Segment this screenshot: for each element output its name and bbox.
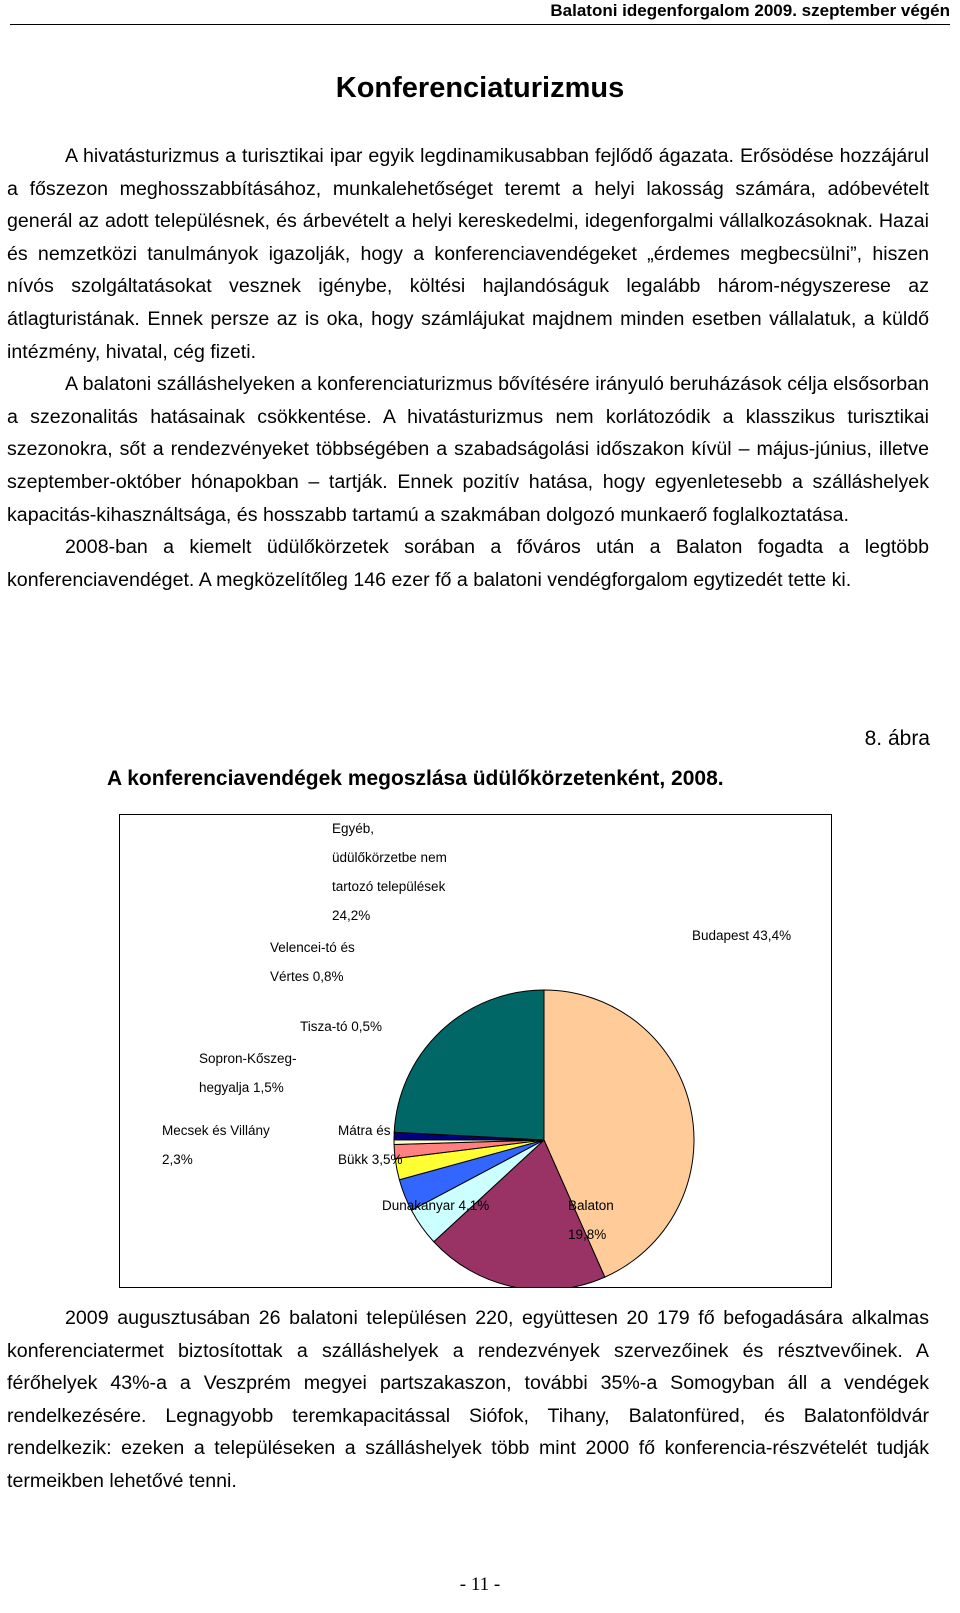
slice-label: Egyéb, üdülőkörzetbe nem tartozó települések 24,2%	[332, 821, 447, 923]
running-header: Balatoni idegenforgalom 2009. szeptember végén	[10, 0, 950, 25]
slice-label: Mecsek és Villány 2,3%	[162, 1123, 270, 1167]
chart-title: A konferenciavendégek megoszlása üdülőkörzetenként, 2008.	[107, 767, 724, 790]
pie-chart-svg	[120, 815, 831, 1287]
slice-label: Sopron-Kőszeg-hegyalja 1,5%	[199, 1051, 297, 1095]
figure-number: 8. ábra	[864, 727, 930, 750]
body-text-top	[7, 140, 929, 596]
page-title: Konferenciaturizmus	[335, 72, 625, 104]
slice-label: Balaton 19,8%	[568, 1198, 614, 1242]
slice-label: Velencei-tó és Vértes 0,8%	[270, 940, 355, 984]
paragraph: A balatoni szálláshelyeken a konferenciaturizmus bővítésére irányuló beruházások célja elsősorban a szezonalitás hatásainak csökkentése. A hivatásturizmus nem korlátozódik a klasszikus turisztikai szezonokra, sőt a rendezvényeket többségében a szabadságolási időszakon kívül – május-június, illetve szeptember-október hónapokban – tartják. Ennek pozitív hatása, hogy egyenletesebb a szálláshelyek kapacitás-kihasználtsága, és hosszabb tartamú a szakmában dolgozó munkaerő foglalkoztatása.	[7, 373, 929, 526]
body-text-bottom	[7, 1302, 929, 1498]
pie-slice	[394, 990, 544, 1140]
paragraph: 2008-ban a kiemelt üdülőkörzetek sorában a főváros után a Balaton fogadta a legtöbb konferenciavendéget. A megközelítőleg 146 ezer fő a balatoni vendégforgalom egytizedét tette ki.	[7, 536, 929, 591]
page-number: - 11 -	[459, 1574, 501, 1595]
slice-label: Mátra és Bükk 3,5%	[338, 1123, 403, 1167]
pie-chart	[119, 814, 832, 1288]
paragraph: A hivatásturizmus a turisztikai ipar egyik legdinamikusabban fejlődő ágazata. Erősödése hozzájárul a főszezon meghosszabbításához, munkalehetőséget teremt a helyi lakosság számára, adóbevételt generál az adott településnek, és árbevételt a helyi kereskedelmi, idegenforgalmi vállalkozásoknak. Hazai és nemzetközi tanulmányok igazolják, hogy a konferenciavendégeket „érdemes megbecsülni”, hiszen nívós szolgáltatásokat vesznek igénybe, költési hajlandóságuk legalább három-négyszerese az átlagturistának. Ennek persze az is oka, hogy számlájukat majdnem minden esetben vállalatuk, a küldő intézmény, hivatal, cég fizeti.	[7, 145, 929, 363]
slice-label: Budapest 43,4%	[692, 928, 792, 943]
slice-label: Tisza-tó 0,5%	[300, 1019, 383, 1034]
paragraph: 2009 augusztusában 26 balatoni településen 220, együttesen 20 179 fő befogadására alkalmas konferenciatermet biztosítottak a szálláshelyek a rendezvények szervezőinek és résztvevőinek. A férőhelyek 43%-a a Veszprém megyei partszakaszon, további 35%-a Somogyban áll a vendégek rendelkezésére. Legnagyobb teremkapacitással Siófok, Tihany, Balatonfüred, és Balatonföldvár rendelkezik: ezeken a településeken a szálláshelyek több mint 2000 fő konferencia-részvételét tudják termeikben lehetővé tenni.	[7, 1307, 929, 1492]
slice-label: Dunakanyar 4,1%	[382, 1198, 490, 1213]
